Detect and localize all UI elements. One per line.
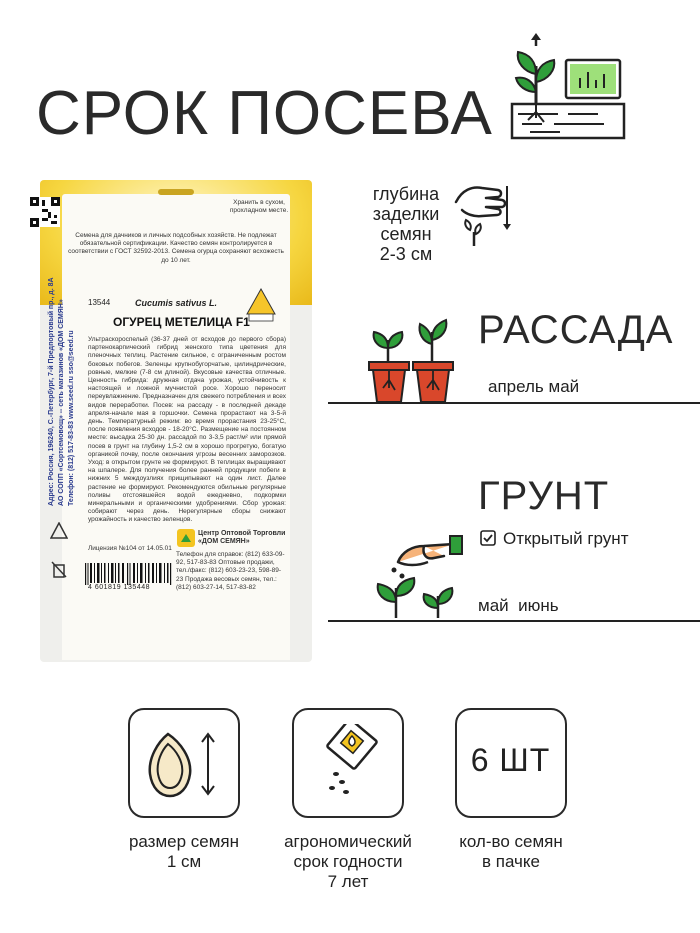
shelf-life-caption: [262, 832, 434, 892]
packet-variety-name: ОГУРЕЦ МЕТЕЛИЦА F1: [113, 315, 250, 329]
store-logo: [176, 528, 196, 548]
seed-size-card: [128, 708, 240, 818]
seed-size-icon: [144, 728, 224, 800]
packet-phones: Телефон для справок: (812) 633-09-92, 517-83-83 Оптовые продажи, тел./факс: (812) 603-23-23, 598-89-23 Продажа весовых семян, тел.: (812) 603-27-14, 517-83-82: [176, 551, 285, 591]
packet-brand-logo: [246, 288, 276, 322]
seed-count-value: 6 ШТ: [470, 742, 551, 778]
recycle-icon: [50, 522, 68, 540]
shelf-life-card: [292, 708, 404, 818]
depth-line-1: глубина: [372, 184, 440, 204]
seed-count-caption-line-1: кол-во семян: [459, 832, 563, 851]
seed-size-caption-line-1: размер семян: [128, 832, 240, 851]
ground-months: май июнь: [478, 596, 559, 615]
seed-count-caption-line-2: в пачке: [482, 852, 540, 871]
packet-store-center: Центр Оптовой Торговли «ДОМ СЕМЯН»: [198, 530, 286, 546]
hand-sowing-icon: [452, 180, 516, 250]
seed-count-card: [455, 708, 567, 818]
dispose-bin-icon: [50, 560, 68, 578]
divider-line: [328, 620, 700, 622]
depth-line-4: 2-3 см: [379, 244, 433, 264]
packet-side-address: Адрес: Россия, 196240, С.-Петербург, 7-й Предпортовый пр., д. 8А: [48, 277, 55, 506]
ground-heading: ГРУНТ: [478, 474, 610, 518]
packet-top-note: Семена для дачников и личных подсобных хозяйств. Не подлежат обязательной сертификации. Качество семян контролируется в соответствии с ГОСТ 32592-2013. Семена огурца сохраняют всхожесть до 10 лет.: [68, 232, 284, 264]
seedling-months: апрель май: [488, 377, 580, 396]
seed-bag-icon: [318, 724, 382, 804]
packet-latin-name: Cucumis sativus L.: [135, 298, 218, 308]
seed-count-caption: [436, 832, 586, 872]
shelf-life-caption-line-3: 7 лет: [327, 872, 369, 891]
check-icon: [480, 530, 496, 546]
packet-description: Ультраскороспелый (36-37 дней от всходов до первого сбора) партенокарпический гибрид женского типа цветения для пленочных теплиц. Растение сильное, с ограниченным ростом боковых побегов. Зеленцы крупнобугорчатые, цилиндрические, ровные, мелкие (7-8 см длиной). Вкусовые качества отличные. Ценность гибрида: дружная отдача урожая, устойчивость к настоящей и ложной мучнистой росе. Хорошо переносит переувлажнение. Предназначен для свежего потребления и всех видов переработки. Посев: на рассаду - в последней декаде апреля-начале мая в горшочки. Семена прорастают на 3-5-й день. Температурный режим: во время прорастания 23-25°С, после появления всходов - 18-20°С. Размещение на постоянном месте: высадка 25-30 дн. рассадой по 3-3,5 раст/м² или прямой посев в грунт на глубину 1,5-2 см в хорошо прогретую, богатую органикой почву, после окончания угрозы весенних заморозков. Уход: в открытом грунте не формируют. В теплицах выращивают на шпалере. Для получения более ранней продукции побеги в нижних 5 междоузлиях прищипывают на один лист. Далее растение не формируют. Рекомендуются обильные регулярные поливы отстоявшейся водой ежедневно, подкормки минеральными и органическими удобрениями. Сбор урожая: собирают через день. Нерегулярные сборы снижают урожайность и качество зеленцов.: [88, 336, 286, 524]
sowing-depth-text: [356, 184, 456, 264]
depth-line-3: семян: [380, 224, 432, 244]
qr-code: [30, 197, 60, 227]
packet-storage-note: Хранить в сухом, прохладном месте.: [229, 199, 289, 215]
packet-side-phone: Телефон: (812) 517-83-83 www.seed.ru sso@seed.ru: [68, 330, 75, 506]
seed-size-caption: [114, 832, 254, 872]
page-title: СРОК ПОСЕВА: [36, 79, 493, 148]
barcode-number: 4 601819 135448: [88, 584, 150, 591]
seedling-growth-icon: [508, 32, 628, 142]
depth-line-2: заделки: [372, 204, 440, 224]
barcode: [85, 563, 173, 585]
hand-planting-icon: [372, 526, 464, 622]
shelf-life-caption-line-1: агрономический: [284, 832, 412, 851]
seedling-pots-icon: [366, 318, 462, 404]
seed-size-caption-line-2: 1 см: [166, 852, 202, 871]
shelf-life-caption-line-2: срок годности: [293, 852, 403, 871]
packet-hang-hole: [158, 189, 194, 195]
packet-license: Лицензия №104 от 14.05.01: [88, 545, 172, 552]
open-ground-label: Открытый грунт: [503, 529, 629, 548]
packet-side-company: АО СОПП «Сортсемовощ» -- сеть магазинов «ДОМ СЕМЯН»: [58, 299, 65, 506]
divider-line: [328, 402, 700, 404]
seedling-heading: РАССАДА: [478, 308, 674, 352]
packet-code: 13544: [88, 298, 111, 307]
